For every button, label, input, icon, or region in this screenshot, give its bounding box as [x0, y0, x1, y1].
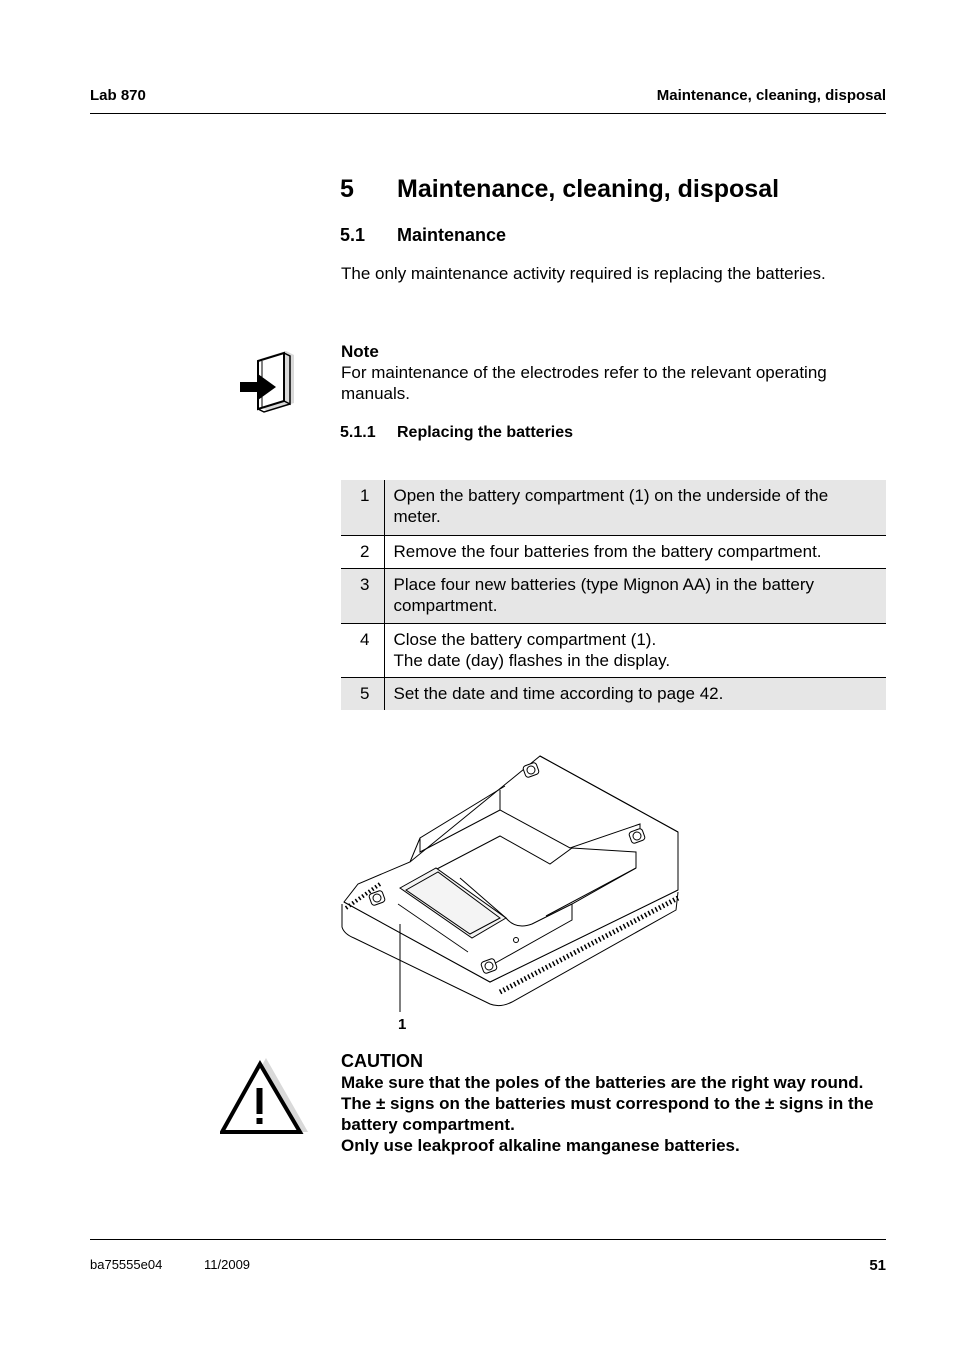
step-number: 5 — [341, 677, 384, 710]
header-rule — [90, 113, 886, 114]
step-text-line: Close the battery compartment (1). — [393, 629, 657, 649]
step-number: 2 — [341, 535, 384, 568]
step-text: Open the battery compartment (1) on the underside of the meter. — [384, 480, 886, 535]
section-heading — [340, 225, 506, 246]
chapter-title: Maintenance, cleaning, disposal — [397, 175, 780, 203]
chapter-number: 5 — [340, 175, 354, 203]
section-number: 5.1 — [340, 225, 366, 245]
caution-text-line: Only use leakproof alkaline manganese batteries. — [341, 1136, 740, 1155]
meter-underside-illustration — [340, 752, 685, 1012]
step-text-line: The date (day) flashes in the display. — [393, 650, 671, 670]
subsection-title: Replacing the batteries — [397, 424, 574, 441]
footer-rule — [90, 1239, 886, 1240]
steps-table — [341, 480, 886, 710]
caution-text-line: Make sure that the poles of the batteries are the right way round. — [341, 1073, 864, 1092]
table-row — [341, 480, 886, 535]
step-text — [384, 623, 886, 677]
caution-text-line: The ± signs on the batteries must correspond to the ± signs in the battery compartment. — [341, 1094, 874, 1134]
page-number: 51 — [869, 1257, 886, 1274]
table-row — [341, 568, 886, 623]
warning-triangle-icon — [220, 1056, 312, 1136]
note-title: Note — [341, 342, 379, 361]
step-text: Place four new batteries (type Mignon AA) in the battery compartment. — [384, 568, 886, 623]
step-text: Remove the four batteries from the battery compartment. — [384, 535, 886, 568]
footer-date: 11/2009 — [204, 1257, 251, 1272]
table-row — [341, 677, 886, 710]
running-header-chapter: Maintenance, cleaning, disposal — [656, 87, 886, 104]
subsection-number: 5.1.1 — [340, 424, 376, 441]
step-number: 1 — [341, 480, 384, 535]
step-number: 3 — [341, 568, 384, 623]
note-text: For maintenance of the electrodes refer to the relevant operating manuals. — [341, 363, 827, 403]
intro-paragraph: The only maintenance activity required is replacing the batteries. — [341, 264, 826, 283]
running-header-product: Lab 870 — [90, 87, 146, 104]
section-title: Maintenance — [397, 225, 507, 245]
footer-doc-id: ba75555e04 — [90, 1257, 163, 1272]
caution-block — [341, 1050, 886, 1156]
step-text: Set the date and time according to page 42. — [384, 677, 886, 710]
subsection-heading — [340, 424, 573, 442]
caution-title: CAUTION — [341, 1051, 423, 1071]
table-row — [341, 535, 886, 568]
chapter-heading — [340, 175, 779, 204]
figure-callout-label: 1 — [398, 1016, 407, 1033]
note-block — [341, 341, 881, 404]
table-row — [341, 623, 886, 677]
step-number: 4 — [341, 623, 384, 677]
book-arrow-icon — [238, 347, 298, 413]
